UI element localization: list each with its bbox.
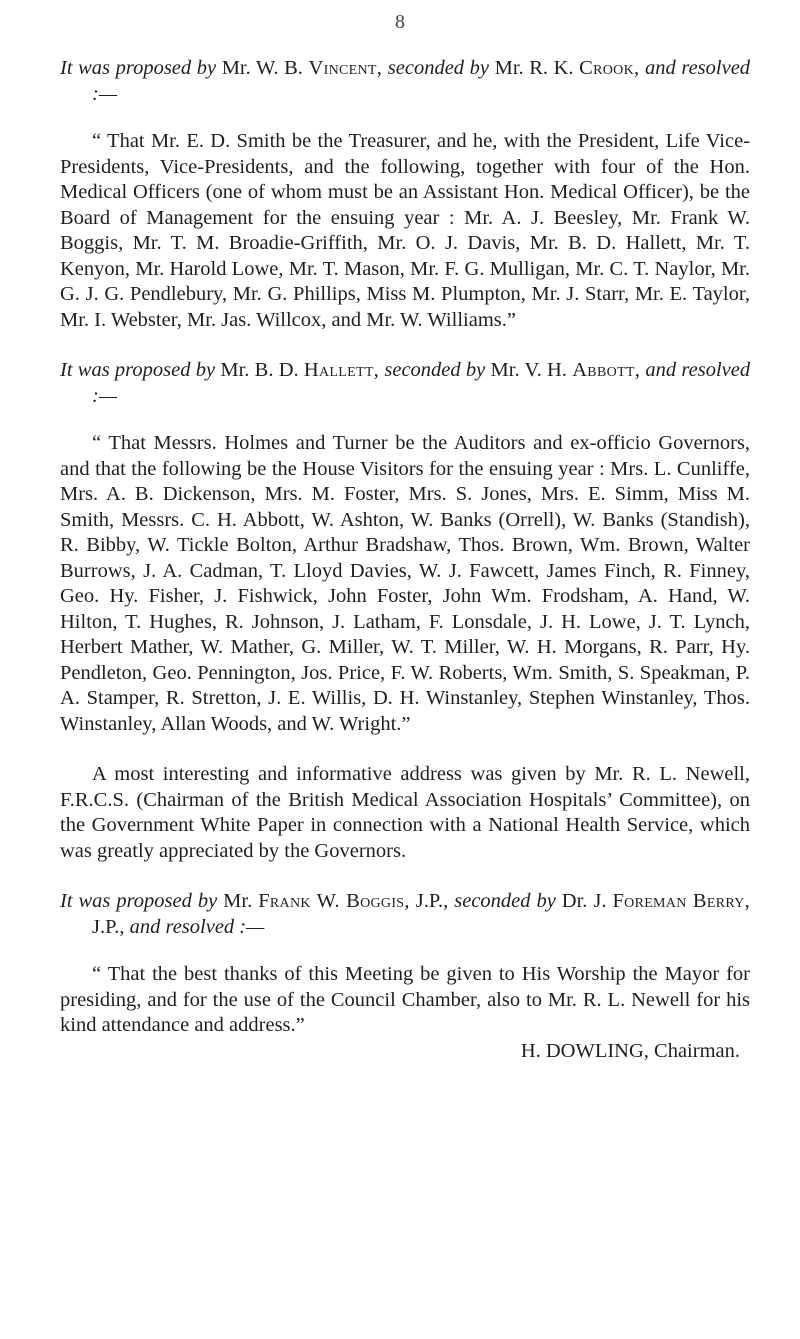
seconder-title: Dr. J.: [561, 890, 607, 912]
resolution-auditors: “ That Messrs. Holmes and Turner be the Auditors and ex-officio Governors, and that the following be the House Visitors for the ensuing year : Mrs. L. Cunliffe, Mrs. A. B. Dickenson, Mrs. M. Foster, Mrs. S. Jones, Mrs. E. Simm, Miss M. Smith, Messrs. C. H. Abbott, W. Ashton, W. Banks (Orrell), W. Banks (Standish), R. Bibby, W. Tickle Bolton, Arthur Bradshaw, Thos. Brown, Wm. Brown, Walter Burrows, J. A. Cadman, T. Lloyd Davies, W. J. Fawcett, James Finch, R. Finney, Geo. Hy. Fisher, J. Fishwick, John Foster, John Wm. Frodsham, A. Hand, W. Hilton, T. Hughes, R. Johnson, J. Latham, F. Lonsdale, J. H. Lowe, J. T. Lynch, Herbert Mather, W. Mather, G. Miller, W. T. Miller, W. H. Morgans, R. Parr, Hy. Pendleton, Geo. Pennington, Jos. Price, F. W. Roberts, Wm. Smith, S. Speakman, P. A. Stamper, R. Stretton, J. E. Willis, D. H. Winstanley, Stephen Winstanley, Thos. Winstanley, Allan Woods, and W. Wright.”: [60, 432, 750, 735]
resolved-text: and resolved :—: [92, 57, 751, 105]
resolution-board: “ That Mr. E. D. Smith be the Treasurer, and he, with the President, Life Vice-Presidents, Vice-Presidents, and the following, together with four of the Hon. Medical Officers (one of whom must be an Assistant Hon. Medical Officer), be the Board of Management for the ensuing year : Mr. A. J. Beesley, Mr. Frank W. Boggis, Mr. T. M. Broadie-Griffith, Mr. O. J. Davis, Mr. B. D. Hallett, Mr. T. Kenyon, Mr. Harold Lowe, Mr. T. Mason, Mr. F. G. Mulligan, Mr. C. T. Naylor, Mr. G. J. G. Pendlebury, Mr. G. Phillips, Miss M. Plumpton, Mr. J. Starr, Mr. E. Taylor, Mr. I. Webster, Mr. Jas. Willcox, and Mr. W. Williams.”: [60, 130, 750, 331]
resolved-text: and resolved :—: [92, 359, 751, 407]
seconder-title: Mr. R. K.: [494, 57, 574, 79]
seconder-title: Mr. V. H.: [490, 359, 567, 381]
seconded-by: seconded by: [384, 359, 486, 381]
seconded-by: seconded by: [454, 890, 556, 912]
proposal-lead: It was proposed by: [60, 57, 217, 79]
resolution-thanks: “ That the best thanks of this Meeting be given to His Worship the Mayor for presiding, and for the use of the Council Chamber, also to Mr. R. L. Newell for his kind attendance and address.”: [60, 963, 750, 1036]
proposer-title: Mr. W. B.: [221, 57, 303, 79]
proposal-line: [60, 56, 750, 107]
seconder-suffix: J.P.,: [92, 915, 125, 938]
address-paragraph: A most interesting and informative address was given by Mr. R. L. Newell, F.R.C.S. (Chairman of the British Medical Association Hospitals’ Committee), on the Government White Paper in connection with a National Health Service, which was greatly appreciated by the Governors.: [60, 763, 750, 862]
proposal-line: [60, 889, 750, 940]
page-number: 8: [395, 11, 405, 33]
chairman-signature: H. DOWLING, Chairman.: [520, 1039, 740, 1062]
proposer-name: Frank W. Boggis,: [258, 890, 410, 912]
proposer-suffix: J.P.,: [415, 890, 449, 912]
proposal-line: [60, 358, 750, 409]
proposer-title: Mr.: [223, 890, 253, 912]
proposer-name: Hallett,: [303, 359, 380, 381]
proposal-lead: It was proposed by: [60, 359, 216, 381]
seconder-name: Foreman Berry,: [612, 890, 751, 912]
seconder-name: Abbott,: [572, 359, 641, 381]
proposal-lead: It was proposed by: [60, 890, 218, 912]
resolved-text: and resolved :—: [129, 915, 265, 938]
proposer-name: Vincent,: [308, 57, 383, 79]
minutes-body: [60, 56, 750, 1064]
seconded-by: seconded by: [387, 57, 489, 79]
proposer-title: Mr. B. D.: [220, 359, 299, 381]
seconder-name: Crook,: [579, 57, 640, 79]
